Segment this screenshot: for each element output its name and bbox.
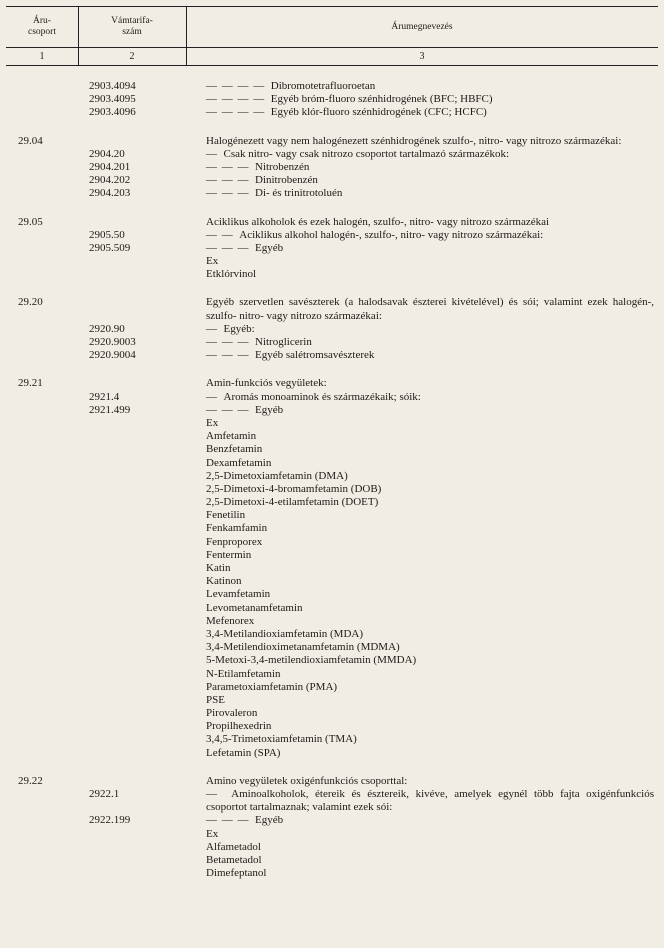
tariff-code: 2922.1: [89, 788, 120, 801]
table-row: [6, 509, 658, 522]
item-description: [206, 255, 654, 268]
table-row: [6, 720, 658, 733]
table-row: [6, 668, 658, 681]
table-row: [6, 242, 658, 255]
tariff-section: [6, 775, 658, 881]
item-description: [206, 216, 654, 229]
column-number-row: [6, 47, 658, 66]
table-row: [6, 187, 658, 200]
item-text: Nitrobenzén: [255, 160, 310, 173]
item-text: Parametoxiamfetamin (PMA): [206, 680, 338, 693]
item-description: [206, 628, 654, 641]
item-text: Aciklikus alkohol halogén-, szulfo-, nitro- vagy nitrozo származékai:: [239, 228, 544, 241]
item-description: [206, 828, 654, 841]
item-description: [206, 694, 654, 707]
item-text: Dibromotetrafluoroetan: [270, 80, 376, 92]
item-text: Fentermin: [206, 548, 252, 561]
item-description: [206, 296, 654, 322]
table-row: [6, 733, 658, 746]
table-row: [6, 641, 658, 654]
item-text: Dexamfetamin: [206, 456, 272, 469]
item-description: [206, 668, 654, 681]
tariff-code: 2903.4096: [89, 106, 136, 119]
item-description: [206, 775, 654, 788]
item-text: Pirovaleron: [206, 707, 258, 720]
item-description: [206, 562, 654, 575]
table-row: [6, 216, 658, 229]
item-text: Alfametadol: [206, 840, 261, 853]
column-number-2: 2: [129, 51, 135, 62]
tariff-code: 2920.90: [89, 322, 125, 335]
table-row: [6, 229, 658, 242]
item-description: [206, 654, 654, 667]
item-text: Mefenorex: [206, 614, 255, 627]
item-text: Amfetamin: [206, 430, 257, 443]
table-row: [6, 148, 658, 161]
item-text: Amino vegyületek oxigénfunkciós csoporttal:: [206, 774, 408, 787]
item-text: 5-Metoxi-3,4-metilendioxiamfetamin (MMDA): [206, 654, 417, 667]
item-description: [206, 148, 654, 161]
indent-dashes: — — —: [206, 187, 250, 200]
item-description: [206, 641, 654, 654]
item-text: Dinitrobenzén: [255, 174, 318, 187]
table-row: [6, 522, 658, 535]
item-text: 2,5-Dimetoxiamfetamin (DMA): [206, 469, 348, 482]
table-row: [6, 602, 658, 615]
item-text: Propilhexedrin: [206, 720, 272, 733]
indent-dashes: — — — —: [206, 93, 266, 106]
indent-dashes: —: [206, 788, 218, 801]
table-header: [6, 6, 658, 66]
table-row: [6, 775, 658, 788]
item-text: Fenproporex: [206, 535, 263, 548]
table-row: [6, 457, 658, 470]
table-row: [6, 841, 658, 854]
tariff-code: 2904.201: [89, 160, 131, 173]
item-text: Fenkamfamin: [206, 522, 268, 535]
tariff-code: 2904.202: [89, 174, 131, 187]
table-body: [6, 80, 658, 895]
indent-dashes: — — —: [206, 349, 250, 362]
item-description: [206, 268, 654, 281]
table-row: [6, 255, 658, 268]
item-text: Etklórvinol: [206, 268, 257, 281]
table-row: [6, 430, 658, 443]
table-row: [6, 417, 658, 430]
item-text: Ex: [206, 255, 219, 268]
item-text: Egyéb: [255, 403, 284, 416]
header-vamtarifa-szam: Vámtarifa- szám: [111, 16, 153, 37]
indent-dashes: —: [206, 390, 218, 403]
item-text: Egyéb salétromsavészterek: [255, 349, 375, 362]
indent-dashes: — — — —: [206, 80, 266, 92]
table-row: [6, 747, 658, 760]
indent-dashes: —: [206, 322, 218, 335]
tariff-section: [6, 135, 658, 201]
item-text: Csak nitro- vagy csak nitrozo csoportot tartalmazó származékok:: [223, 147, 510, 160]
item-description: [206, 814, 654, 827]
item-text: Katin: [206, 562, 231, 575]
item-text: Dimefeptanol: [206, 867, 267, 880]
table-row: [6, 694, 658, 707]
item-description: [206, 707, 654, 720]
item-description: [206, 470, 654, 483]
item-description: [206, 681, 654, 694]
tariff-section: [6, 377, 658, 759]
indent-dashes: — — —: [206, 336, 250, 349]
table-row: [6, 349, 658, 362]
indent-dashes: — — — —: [206, 106, 266, 119]
tariff-code: 2904.20: [89, 147, 125, 160]
item-description: [206, 588, 654, 601]
item-description: [206, 349, 654, 362]
group-code: 29.21: [18, 377, 43, 390]
item-text: Ex: [206, 827, 219, 840]
tariff-code: 2904.203: [89, 187, 131, 200]
table-row: [6, 575, 658, 588]
item-description: [206, 391, 654, 404]
tariff-code: 2905.50: [89, 228, 125, 241]
item-description: [206, 80, 654, 93]
table-row: [6, 588, 658, 601]
table-row: [6, 135, 658, 148]
item-text: Egyéb szervetlen savészterek (a halodsavak észterei kivételével) és sói; valamint ezek halogén-, szulfo- nitro- vagy nitrozo származékai:: [206, 296, 654, 322]
tariff-section: [6, 80, 658, 120]
item-text: PSE: [206, 693, 225, 706]
item-text: 3,4,5-Trimetoxiamfetamin (TMA): [206, 733, 357, 746]
item-description: [206, 229, 654, 242]
tariff-section: [6, 296, 658, 362]
table-row: [6, 854, 658, 867]
table-row: [6, 161, 658, 174]
tariff-code: 2921.499: [89, 403, 131, 416]
item-text: Fenetilin: [206, 509, 246, 522]
tariff-code: 2905.509: [89, 241, 131, 254]
item-text: Egyéb bróm-fluoro szénhidrogének (BFC; HBFC): [270, 93, 493, 106]
item-text: Halogénezett vagy nem halogénezett szénhidrogének szulfo-, nitro- vagy nitrozo származékai:: [206, 134, 622, 147]
item-text: Di- és trinitrotoluén: [255, 187, 343, 200]
item-description: [206, 841, 654, 854]
item-description: [206, 377, 654, 390]
item-description: [206, 457, 654, 470]
table-row: [6, 483, 658, 496]
tariff-code: 2920.9003: [89, 336, 136, 349]
item-text: Aromás monoaminok és származékaik; sóik:: [223, 390, 421, 403]
table-row: [6, 707, 658, 720]
item-text: Aciklikus alkoholok és ezek halogén, szulfo-, nitro- vagy nitrozo származékai: [206, 215, 550, 228]
table-row: [6, 788, 658, 814]
item-description: [206, 602, 654, 615]
group-code: 29.20: [18, 296, 43, 309]
item-description: [206, 536, 654, 549]
item-description: [206, 788, 654, 814]
indent-dashes: —: [206, 147, 218, 160]
table-row: [6, 404, 658, 417]
item-text: Benzfetamin: [206, 443, 263, 456]
item-text: Egyéb: [255, 814, 284, 827]
item-text: Egyéb: [255, 241, 284, 254]
table-row: [6, 496, 658, 509]
table-row: [6, 562, 658, 575]
item-description: [206, 720, 654, 733]
tariff-code: 2922.199: [89, 814, 131, 827]
group-code: 29.22: [18, 774, 43, 787]
column-number-1: 1: [39, 51, 45, 62]
group-code: 29.05: [18, 215, 43, 228]
tariff-section: [6, 216, 658, 282]
table-row: [6, 867, 658, 880]
item-description: [206, 93, 654, 106]
table-row: [6, 106, 658, 119]
table-row: [6, 268, 658, 281]
item-text: Egyéb:: [223, 322, 255, 335]
item-description: [206, 417, 654, 430]
table-row: [6, 391, 658, 404]
table-row: [6, 549, 658, 562]
table-row: [6, 654, 658, 667]
item-description: [206, 187, 654, 200]
table-row: [6, 814, 658, 827]
item-text: Katinon: [206, 575, 242, 588]
item-text: Amin-funkciós vegyületek:: [206, 377, 327, 390]
group-code: 29.04: [18, 134, 43, 147]
table-row: [6, 536, 658, 549]
item-text: Levamfetamin: [206, 588, 271, 601]
indent-dashes: — —: [206, 228, 234, 241]
item-description: [206, 161, 654, 174]
item-text: Levometanamfetamin: [206, 601, 303, 614]
table-row: [6, 828, 658, 841]
indent-dashes: — — —: [206, 403, 250, 416]
item-text: Egyéb klór-fluoro szénhidrogének (CFC; HCFC): [270, 106, 487, 119]
item-description: [206, 483, 654, 496]
item-description: [206, 496, 654, 509]
item-text: 2,5-Dimetoxi-4-bromamfetamin (DOB): [206, 482, 382, 495]
table-row: [6, 470, 658, 483]
header-aru-csoport: Áru- csoport: [28, 16, 56, 37]
item-description: [206, 323, 654, 336]
item-text: Lefetamin (SPA): [206, 746, 281, 759]
item-text: Nitroglicerin: [255, 336, 312, 349]
tariff-code: 2921.4: [89, 390, 120, 403]
table-row: [6, 323, 658, 336]
table-row: [6, 174, 658, 187]
item-text: 3,4-Metilandioxiamfetamin (MDA): [206, 627, 364, 640]
item-text: Aminoalkoholok, étereik és észtereik, kivéve, amelyek egynél több fajta oxigénfunkciós csoportot tartalmaznak; valamint ezek sói:: [206, 788, 655, 814]
indent-dashes: — — —: [206, 814, 250, 827]
column-number-3: 3: [419, 51, 425, 62]
item-description: [206, 174, 654, 187]
item-description: [206, 135, 654, 148]
table-row: [6, 615, 658, 628]
item-description: [206, 242, 654, 255]
item-text: Ex: [206, 416, 219, 429]
table-row: [6, 681, 658, 694]
item-description: [206, 575, 654, 588]
table-row: [6, 443, 658, 456]
item-description: [206, 867, 654, 880]
item-description: [206, 509, 654, 522]
item-text: N-Etilamfetamin: [206, 667, 281, 680]
item-description: [206, 854, 654, 867]
indent-dashes: — — —: [206, 241, 250, 254]
table-row: [6, 93, 658, 106]
item-description: [206, 404, 654, 417]
tariff-code: 2920.9004: [89, 349, 136, 362]
item-description: [206, 733, 654, 746]
item-description: [206, 522, 654, 535]
item-description: [206, 747, 654, 760]
item-text: Betametadol: [206, 854, 262, 867]
item-description: [206, 430, 654, 443]
table-row: [6, 336, 658, 349]
item-description: [206, 615, 654, 628]
table-row: [6, 377, 658, 390]
item-text: 2,5-Dimetoxi-4-etilamfetamin (DOET): [206, 496, 379, 509]
table-row: [6, 80, 658, 93]
indent-dashes: — — —: [206, 160, 250, 173]
tariff-code: 2903.4095: [89, 93, 136, 106]
item-description: [206, 336, 654, 349]
header-arumegnevezes: Árumegnevezés: [391, 21, 453, 32]
table-row: [6, 296, 658, 322]
item-description: [206, 443, 654, 456]
item-text: 3,4-Metilendioximetanamfetamin (MDMA): [206, 641, 400, 654]
table-row: [6, 628, 658, 641]
indent-dashes: — — —: [206, 174, 250, 187]
item-description: [206, 549, 654, 562]
item-description: [206, 106, 654, 119]
tariff-code: 2903.4094: [89, 80, 136, 92]
